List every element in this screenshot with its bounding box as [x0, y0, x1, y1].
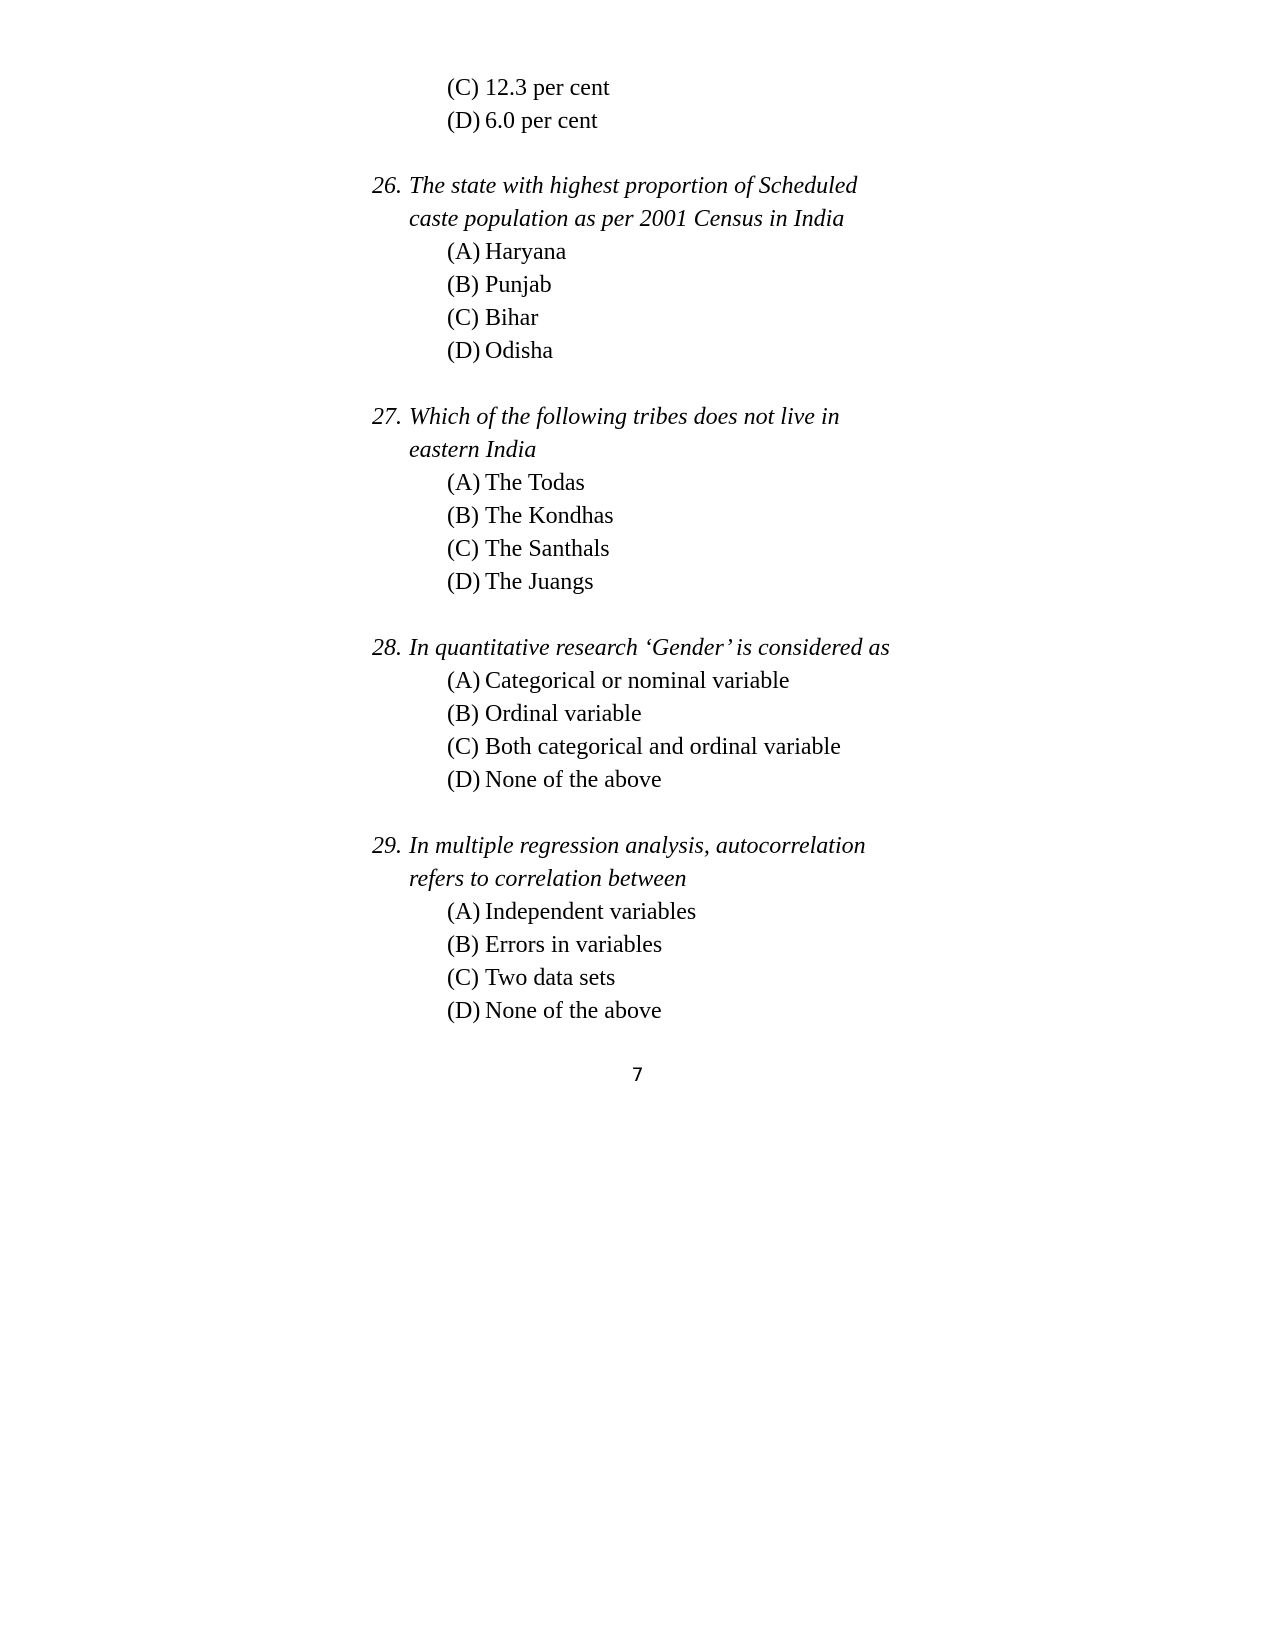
question-text: The state with highest proportion of Scheduled [409, 173, 858, 199]
option-label: (B) [447, 503, 479, 529]
option-text: Haryana [485, 239, 567, 265]
option-label: (B) [447, 272, 479, 298]
option-text: Categorical or nominal variable [485, 668, 790, 694]
option-label: (C) [447, 536, 479, 562]
question-number: 27. [372, 404, 402, 430]
question-number: 29. [372, 833, 402, 859]
option-label: (A) [447, 899, 481, 925]
option-text: The Juangs [485, 569, 594, 595]
option-label: (A) [447, 239, 481, 265]
option-text: Punjab [485, 272, 552, 298]
option-text: Independent variables [485, 899, 697, 925]
option-text: Both categorical and ordinal variable [485, 734, 841, 760]
option-text: The Kondhas [485, 503, 614, 529]
option-label: (D) [447, 108, 481, 134]
option-label: (A) [447, 470, 481, 496]
option-label: (D) [447, 767, 481, 793]
option-text: The Todas [485, 470, 585, 496]
option-label: (C) [447, 305, 479, 331]
question-number: 26. [372, 173, 402, 199]
option-text: The Santhals [485, 536, 610, 562]
question-text: In multiple regression analysis, autocorrelation [409, 833, 866, 859]
question-text: In quantitative research ‘Gender’ is considered as [409, 635, 890, 661]
option-label: (D) [447, 569, 481, 595]
option-label: (C) [447, 75, 479, 101]
option-label: (C) [447, 734, 479, 760]
question-text: eastern India [409, 437, 537, 463]
option-text: 6.0 per cent [485, 108, 598, 134]
option-text: Bihar [485, 305, 539, 331]
question-text: caste population as per 2001 Census in India [409, 206, 845, 232]
option-label: (C) [447, 965, 479, 991]
option-label: (D) [447, 338, 481, 364]
option-text: None of the above [485, 767, 662, 793]
option-text: Two data sets [485, 965, 616, 991]
question-text: Which of the following tribes does not live in [409, 404, 840, 430]
option-label: (B) [447, 701, 479, 727]
option-label: (A) [447, 668, 481, 694]
option-text: Ordinal variable [485, 701, 642, 727]
option-label: (B) [447, 932, 479, 958]
option-text: Errors in variables [485, 932, 663, 958]
page-number: 7 [631, 1064, 644, 1086]
option-label: (D) [447, 998, 481, 1024]
question-text: refers to correlation between [409, 866, 687, 892]
option-text: Odisha [485, 338, 553, 364]
option-text: None of the above [485, 998, 662, 1024]
question-number: 28. [372, 635, 402, 661]
option-text: 12.3 per cent [485, 75, 610, 101]
